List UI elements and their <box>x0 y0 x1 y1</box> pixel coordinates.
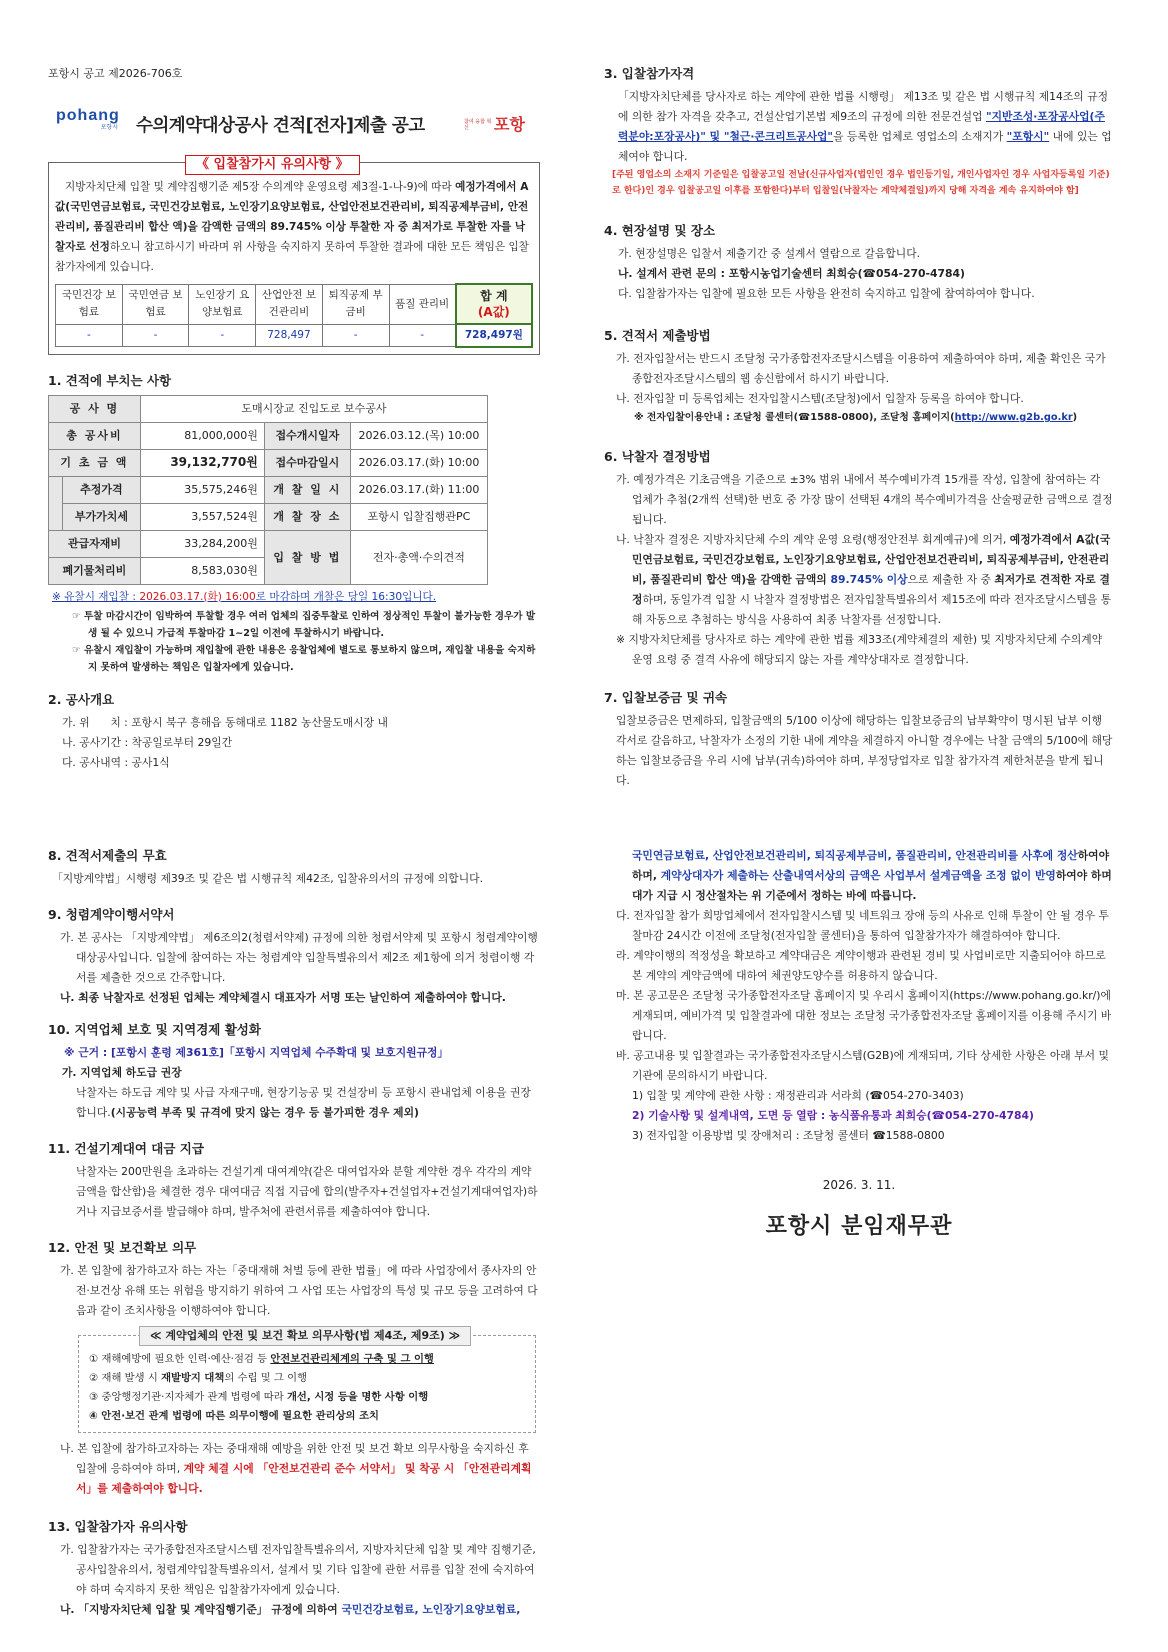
caution-text-b: 예정가격에서 A값(국민연금보험료, 국민건강보험료, 노인장기요양보험료, 산업안전보건관리비, 퇴직공제부금비, 안전관리비, 품질관리비 합산 액)을 감액한 금액의 89.745% 이상 투찰한 자 중 최저가로 투찰한 자를 낙찰자로 선정 <box>55 181 529 253</box>
hdr-quality: 품질 관리비 <box>389 284 456 324</box>
decision-a: 가. 예정가격은 기초금액을 기준으로 ±3% 범위 내에서 복수예비가격 15개를 작성, 입찰에 참여하는 각 업체가 추첨(2개씩 선택)한 번호 중 가장 많이 선택된 4개의 복수예비가격을 산술평균한 금액으로 결정됩니다. <box>616 473 1113 526</box>
overview-location: 가. 위 치 : 포항시 북구 흥해읍 동해대로 1182 농산물도매시장 내 <box>62 715 388 729</box>
decision-b1: 나. 낙찰자 결정은 지방자치단체 수의 계약 운영 요령(행정안전부 회계예규)에 의거, <box>616 533 1010 546</box>
estimate-spacer <box>49 476 63 530</box>
pohang-logo <box>56 108 118 132</box>
safety-item-1-bold: 안전보건관리체계의 구축 및 그 이행 <box>270 1353 434 1365</box>
caution-13-b-start <box>48 1600 540 1620</box>
left-column-bottom <box>48 846 540 1620</box>
caution-13-b1: 나. 「지방자치단체 입찰 및 계약집행기준」 규정에 의하여 <box>60 1603 342 1616</box>
section-7-title: 7. 입찰보증금 및 귀속 <box>604 690 728 705</box>
contact-2: 2) 기술사항 및 설계내역, 도면 등 열람 : 농식품유통과 최희승(☎054-270-4784) <box>632 1109 1034 1122</box>
qual-e: 내에 있는 업체여야 합니다. <box>618 130 1112 163</box>
val-health: - <box>56 324 123 347</box>
section-4-title: 4. 현장설명 및 장소 <box>604 223 716 238</box>
deposit-text: 입찰보증금은 면제하되, 입찰금액의 5/100 이상에 해당하는 입찰보증금의 납부확약이 명시된 납부 이행 각서로 갈음하고, 낙찰자가 소정의 기한 내에 계약을 체결하지 아니할 경우에는 낙찰 금액의 5/100에 해당하는 입찰보증금을 우리 시에 납부(귀속)하여야 하며, 부정당업자로 입찰 참가자격 제한처분을 받게 됩니다. <box>616 714 1113 787</box>
estimate-row <box>49 476 488 503</box>
a-value-header-row <box>56 284 533 324</box>
rebid-rest: 로 마감하며 개찰은 당일 16:30입니다. <box>255 590 437 603</box>
qual-a: 「지방자치단체를 당사자로 하는 계약에 관한 법률 시행령」 제13조 및 같은 법 시행규칙 제14조의 규정에 의한 참가 자격을 갖추고, 건설산업기본법 제9조의 규정에 의한 전문건설업 <box>618 90 1109 123</box>
estimate-label: 추정가격 <box>63 476 141 503</box>
section-10 <box>48 1020 540 1123</box>
submit-note-end: ) <box>1072 412 1078 423</box>
section-3 <box>604 64 1114 199</box>
materials-value: 33,284,200원 <box>140 530 264 557</box>
project-name-row <box>49 395 488 422</box>
decision-c: ※ 지방자치단체를 당사자로 하는 계약에 관한 법률 제33조(계약체결의 제한) 및 지방자치단체 수의계약 운영 요령 중 결격 사유에 해당되지 않는 자를 계약상대자로 결정합니다. <box>616 633 1103 666</box>
qual-city: "포항시" <box>1006 130 1050 143</box>
safety-b2: 계약 체결 시에 「안전보건관리 준수 서약서」 및 착공 시 「안전관리계획서」를 제출하여야 합니다. <box>76 1462 532 1495</box>
overview-period: 나. 공사기간 : 착공일로부터 29일간 <box>62 735 233 749</box>
hdr-longterm: 노인장기 요양보험료 <box>189 284 256 324</box>
open-start-label: 접수개시일자 <box>264 422 350 449</box>
safety-item-4 <box>89 1407 525 1426</box>
hdr-retire: 퇴직공제 부금비 <box>322 284 389 324</box>
caution-13-f: 바. 공고내용 및 입찰결과는 국가종합전자조달시스템(G2B)에 게재되며, 기타 상세한 사항은 아래 부서 및 기관에 문의하시기 바랍니다. <box>616 1049 1109 1082</box>
section-6-title: 6. 낙찰자 결정방법 <box>604 449 711 464</box>
notice-number: 포항시 공고 제2026-706호 <box>48 67 183 80</box>
safety-item-2-post: 의 수립 및 그 이행 <box>224 1372 308 1384</box>
total-cost-row <box>49 422 488 449</box>
opening-place-label: 개 찰 장 소 <box>264 503 350 530</box>
submit-b: 나. 전자입찰 미 등록업체는 전자입찰시스템(조달청)에서 입찰자 등록을 하여야 합니다. <box>616 392 1024 405</box>
section-4 <box>604 221 1114 304</box>
section-6 <box>604 447 1114 670</box>
local-a-main: 낙찰자는 하도급 계약 및 사급 자재구매, 현장기능공 및 건설장비 등 포항시 관내업체 이용을 권장 합니다. <box>76 1086 531 1119</box>
qualification-text <box>604 87 1114 167</box>
caution-13-b-continued <box>604 846 1114 906</box>
section-9 <box>48 905 540 1008</box>
section-12 <box>48 1238 540 1499</box>
rebid-notice <box>48 588 540 606</box>
hdr-safety: 산업안전 보건관리비 <box>256 284 323 324</box>
opening-place-value: 포항시 입찰집행관PC <box>350 503 487 530</box>
page-title: 수의계약대상공사 견적[전자]제출 공고 <box>136 116 425 136</box>
issuer-name: 포항시 분임재무관 <box>765 1214 953 1240</box>
site-b: 나. 설계서 관련 문의 : 포항시농업기술센터 최희승(☎054-270-4784) <box>618 267 965 280</box>
decision-b2: 예정가격에서 A값(국민연금보험료, 국민건강보험료, 노인장기요양보험료, 산업안전보건관리비, 퇴직공제부금비, 안전관리비, 품질관리비 합산 액)을 감액한 금액의 <box>632 533 1111 586</box>
safety-item-3 <box>89 1388 525 1407</box>
bid-method-label: 입 찰 방 법 <box>264 530 350 584</box>
submit-note-text: ※ 전자입찰이용안내 : 조달청 콜센터(☎1588-0800), 조달청 홈페이지( <box>634 412 955 423</box>
pohang-logo-sub: 포항시 <box>100 124 118 131</box>
rebid-label: ※ 유찰시 재입찰 : <box>52 590 140 603</box>
slogan-logo-small: 참여 융합 혁신 <box>464 119 492 131</box>
integrity-b: 나. 최종 낙찰자로 선정된 업체는 계약체결시 대표자가 서명 또는 날인하여 제출하여야 합니다. <box>60 991 506 1004</box>
caution-title: 《 입찰참가시 유의사항 》 <box>185 155 360 175</box>
title-row <box>48 98 540 154</box>
section-5 <box>604 326 1114 427</box>
qual-license: "지반조성·포장공사업(주력분야:포장공사)" 및 "철근·콘크리트공사업" <box>618 110 1105 143</box>
base-amount-label: 기 초 금 액 <box>49 449 141 476</box>
section-10-title: 10. 지역업체 보호 및 지역경제 활성화 <box>48 1022 261 1037</box>
section-2 <box>48 690 540 773</box>
caution-box <box>48 157 540 355</box>
rebid-note-2: ☞ 유찰시 재입찰이 가능하며 재입찰에 관한 내용은 응찰업체에 별도로 통보하지 않으며, 재입찰 내용을 숙지하지 못하여 발생하는 책임은 입찰자에게 있습니다. <box>72 644 536 673</box>
estimate-value: 35,575,246원 <box>140 476 264 503</box>
section-12-title: 12. 안전 및 보건확보 의무 <box>48 1240 197 1255</box>
decision-b5: 최저가로 견적한 자로 결정 <box>632 573 1110 606</box>
project-name-value: 도매시장교 진입도로 보수공사 <box>140 395 487 422</box>
open-start-value: 2026.03.12.(목) 10:00 <box>350 422 487 449</box>
bid-method-value: 전자·총액·수의견적 <box>350 530 487 584</box>
safety-duty-box <box>78 1329 536 1433</box>
hdr-pension: 국민연금 보험료 <box>122 284 189 324</box>
vat-row <box>49 503 488 530</box>
vat-value: 3,557,524원 <box>140 503 264 530</box>
hdr-sum <box>456 284 532 324</box>
safety-b <box>48 1439 540 1499</box>
contact-1: 1) 입찰 및 계약에 관한 사항 : 재정관리과 서라희 (☎054-270-3403) <box>632 1089 964 1102</box>
decision-b <box>604 530 1114 630</box>
sum-label: 합 계 <box>480 289 508 303</box>
g2b-link[interactable]: http://www.g2b.go.kr <box>954 412 1073 423</box>
waste-value: 8,583,030원 <box>140 557 264 584</box>
local-basis: ※ 근거 : [포항시 훈령 제361호]「포항시 지역업체 수주확대 및 보호지원규정」 <box>64 1046 449 1059</box>
safety-item-2-bold: 재발방지 대책 <box>161 1372 225 1384</box>
val-retire: - <box>322 324 389 347</box>
safety-item-1 <box>89 1350 525 1369</box>
equipment-text: 낙찰자는 200만원을 초과하는 건설기계 대여계약(같은 대여업자와 분할 계약한 경우 각각의 계약 금액을 합산함)을 체결한 경우 대여대금 직접 지급에 합의(발주자+건설업자+건설기계대여업자)하거나 지급보증서를 발급해야 하며, 발주처에 관련서류를 제출하여야 합니다. <box>76 1165 538 1218</box>
section-8 <box>48 846 540 889</box>
pohang-logo-text: pohang <box>56 107 120 124</box>
caution-13-b5: 계약상대자가 제출하는 산출내역서상의 금액은 사업부서 설계금액을 조정 없이 반영 <box>660 869 1056 882</box>
submit-note <box>604 409 1114 427</box>
issue-date: 2026. 3. 11. <box>822 1178 896 1192</box>
val-safety: 728,497 <box>256 324 323 347</box>
caution-text <box>55 177 533 277</box>
waste-label: 폐기물처리비 <box>49 557 141 584</box>
caution-13-b6: 하여야 하며 대가 지급 시 정산절차는 위 기준에서 정하는 바에 따릅니다. <box>632 869 1112 902</box>
safety-item-2 <box>89 1369 525 1388</box>
site-c: 다. 입찰참가자는 입찰에 필요한 모든 사항을 완전히 숙지하고 입찰에 참여하여야 합니다. <box>618 287 1035 300</box>
caution-13-b4: 하여야 하며, <box>632 849 1110 882</box>
project-table <box>48 395 488 585</box>
local-a-exception: (시공능력 부족 및 규격에 맞지 않는 경우 등 불가피한 경우 제외) <box>110 1106 419 1119</box>
opening-date-value: 2026.03.17.(화) 11:00 <box>350 476 487 503</box>
caution-13-d: 라. 계약이행의 적정성을 확보하고 계약대금은 계약이행과 관련된 경비 및 사업비로만 지출되어야 하므로 본 계약의 계약금액에 대하여 체권양도양수를 허용하지 않습니다. <box>616 949 1106 982</box>
close-label: 접수마감일시 <box>264 449 350 476</box>
caution-text-c: 하오니 참고하시기 바라며 위 사항을 숙지하지 못하여 투찰한 결과에 대한 모든 책임은 입찰참가자에게 있습니다. <box>55 241 529 273</box>
qualification-note: [주된 영업소의 소재지 기준일은 입찰공고일 전날(신규사업자(법인인 경우 법인등기일, 개인사업자인 경우 사업자등록일 기준)로 한다)인 경우 입찰공고일 이후를 포함한다)부터 입찰일(낙찰자는 계약체결일)까지 당해 자격을 계속 유지하여야 함] <box>612 170 1110 196</box>
caution-13-a: 가. 입찰참가자는 국가종합전자조달시스템 전자입찰특별유의서, 지방자치단체 입찰 및 계약 집행기준, 공사입찰유의서, 청렴계약입찰특별유의서, 설계서 및 기타 입찰에 관한 서류를 입찰 전에 숙지하여야 하며 숙지하지 못한 책임은 입찰참가자에게 있습니다. <box>60 1543 536 1596</box>
section-2-title: 2. 공사개요 <box>48 691 115 707</box>
opening-date-label: 개 찰 일 시 <box>264 476 350 503</box>
decision-rate: 89.745% 이상 <box>830 573 908 586</box>
val-sum: 728,497원 <box>456 324 532 347</box>
safety-item-3-pre: ③ 중앙행정기관·지자체가 관계 법령에 따라 <box>89 1391 287 1403</box>
caution-text-a: 지방자치단체 입찰 및 계약집행기준 제5장 수의계약 운영요령 제3절-1-나-9)에 따라 <box>65 181 456 193</box>
val-longterm: - <box>189 324 256 347</box>
section-1-title: 1. 견적에 부치는 사항 <box>48 372 172 388</box>
section-13-title: 13. 입찰참가자 유의사항 <box>48 1519 188 1534</box>
total-cost-label: 총 공사비 <box>49 422 141 449</box>
safety-b1: 나. 본 입찰에 참가하고자하는 자는 중대재해 예방을 위한 안전 및 보건 확보 의무사항을 숙지하신 후 입찰에 응하여야 하며, <box>60 1442 529 1475</box>
caution-13-b3: 국민연금보험료, 산업안전보건관리비, 퇴직공제부금비, 품질관리비, 안전관리비를 사후에 정산 <box>632 849 1078 862</box>
hdr-health: 국민건강 보험료 <box>56 284 123 324</box>
site-a: 가. 현장설명은 입찰서 제출기간 중 설계서 열람으로 갈음합니다. <box>618 247 921 260</box>
slogan-logo <box>464 112 534 138</box>
qual-c: 을 등록한 업체로 영업소의 소재지가 <box>833 130 1007 143</box>
section-11-title: 11. 건설기계대여 대금 지급 <box>48 1141 204 1156</box>
rebid-note-1: ☞ 투찰 마감시간이 임박하여 투찰할 경우 여러 업체의 집중투찰로 인하여 정상적인 투찰이 불가능한 경우가 발생 될 수 있으니 가급적 투찰마감 1~2일 이전에 투찰하시기 바랍니다. <box>72 610 536 639</box>
section-13 <box>48 1517 540 1620</box>
contact-3: 3) 전자입찰 이용방법 및 장애처리 : 조달청 콜센터 ☎1588-0800 <box>632 1129 945 1142</box>
overview-scope: 다. 공사내역 : 공사1식 <box>62 755 170 769</box>
val-quality: - <box>389 324 456 347</box>
submit-a: 가. 전자입찰서는 반드시 조달청 국가종합전자조달시스템을 이용하여 제출하여야 하며, 제출 확인은 국가종합전자조달시스템의 웹 송신함에서 하시기 바랍니다. <box>616 352 1106 385</box>
base-amount-value: 39,132,770원 <box>140 449 264 476</box>
a-value-table <box>55 283 533 348</box>
decision-b4: 으로 제출한 자 중 <box>907 573 995 586</box>
total-cost-value: 81,000,000원 <box>140 422 264 449</box>
materials-label: 관급자재비 <box>49 530 141 557</box>
caution-13-e: 마. 본 공고문은 조달청 국가종합전자조달 홈페이지 및 우리시 홈페이지(https://www.pohang.go.kr/)에 게재되며, 예비가격 및 입찰결과에 대한 정보는 조달청 국가종합전자조달 홈페이지를 이용해 주시기 바랍니다. <box>616 989 1112 1042</box>
section-11 <box>48 1139 540 1222</box>
invalid-text: 「지방계약법」시행령 제39조 및 같은 법 시행규칙 제42조, 입찰유의서의 규정에 의합니다. <box>52 872 484 885</box>
left-column-top <box>48 64 540 773</box>
local-a-title: 가. 지역업체 하도급 권장 <box>62 1066 182 1079</box>
project-name-label: 공 사 명 <box>49 395 141 422</box>
section-8-title: 8. 견적서제출의 무효 <box>48 848 167 863</box>
close-value: 2026.03.17.(화) 10:00 <box>350 449 487 476</box>
safety-box-title: ≪ 계약업체의 안전 및 보건 확보 의무사항(법 제4조, 제9조) ≫ <box>139 1326 471 1346</box>
slogan-logo-main: 포항 <box>494 115 525 134</box>
a-value-row <box>56 324 533 347</box>
safety-item-2-pre: ② 재해 발생 시 <box>89 1372 162 1384</box>
materials-row <box>49 530 488 557</box>
section-1 <box>48 371 540 676</box>
safety-item-3-bold: 개선, 시정 등을 명한 사항 이행 <box>286 1391 429 1403</box>
base-amount-row <box>49 449 488 476</box>
right-column-bottom <box>604 846 1114 1244</box>
safety-a: 가. 본 입찰에 참가하고자 하는 자는「중대재해 처벌 등에 관한 법률」에 따라 사업장에서 종사자의 안전·보건상 유해 또는 위험을 방지하기 위하여 그 사업 또는 사업장의 특성 및 규모 등을 고려하여 다음과 같이 조치사항을 이행하여야 합니다. <box>60 1264 538 1317</box>
safety-item-4-bold: ④ 안전·보건 관계 법령에 따른 의무이행에 필요한 관리상의 조치 <box>89 1410 379 1422</box>
section-9-title: 9. 청렴계약이행서약서 <box>48 907 175 922</box>
val-pension: - <box>122 324 189 347</box>
section-3-title: 3. 입찰참가자격 <box>604 66 695 81</box>
vat-label: 부가가치세 <box>63 503 141 530</box>
safety-item-1-pre: ① 재해예방에 필요한 인력·예산·점검 등 <box>89 1353 271 1365</box>
local-a-text <box>48 1083 540 1123</box>
sum-sub-label: (A값) <box>477 305 510 319</box>
rebid-time: 2026.03.17.(화) 16:00 <box>139 590 256 603</box>
caution-13-b2: 국민건강보험료, 노인장기요양보험료, <box>341 1603 521 1616</box>
section-5-title: 5. 견적서 제출방법 <box>604 328 711 343</box>
right-column-top <box>604 64 1114 791</box>
decision-b6: 하며, 동일가격 입찰 시 낙찰자 결정방법은 전자입찰특별유의서 제15조에 따라 전자조달시스템을 통해 자동으로 추첨하는 방식을 사용하여 최종 낙찰자를 선정합니다. <box>632 593 1112 626</box>
section-7 <box>604 688 1114 791</box>
integrity-a: 가. 본 공사는 「지방계약법」 제6조의2(청렴서약제) 규정에 의한 청렴서약제 및 포항시 청렴계약이행 대상공사입니다. 입찰에 참여하는 자는 청렴계약 입찰특별유의서 제2조 제1항에 의거 청렴이행 각서를 제출한 것으로 간주합니다. <box>60 931 538 984</box>
caution-13-c: 다. 전자입찰 참가 희망업체에서 전자입찰시스템 및 네트워크 장애 등의 사유로 인해 투찰이 안 될 경우 투찰마감 24시간 이전에 조달청(전자입찰 콜센터)을 통하여 입찰참가자가 해결하여야 합니다. <box>616 909 1109 942</box>
